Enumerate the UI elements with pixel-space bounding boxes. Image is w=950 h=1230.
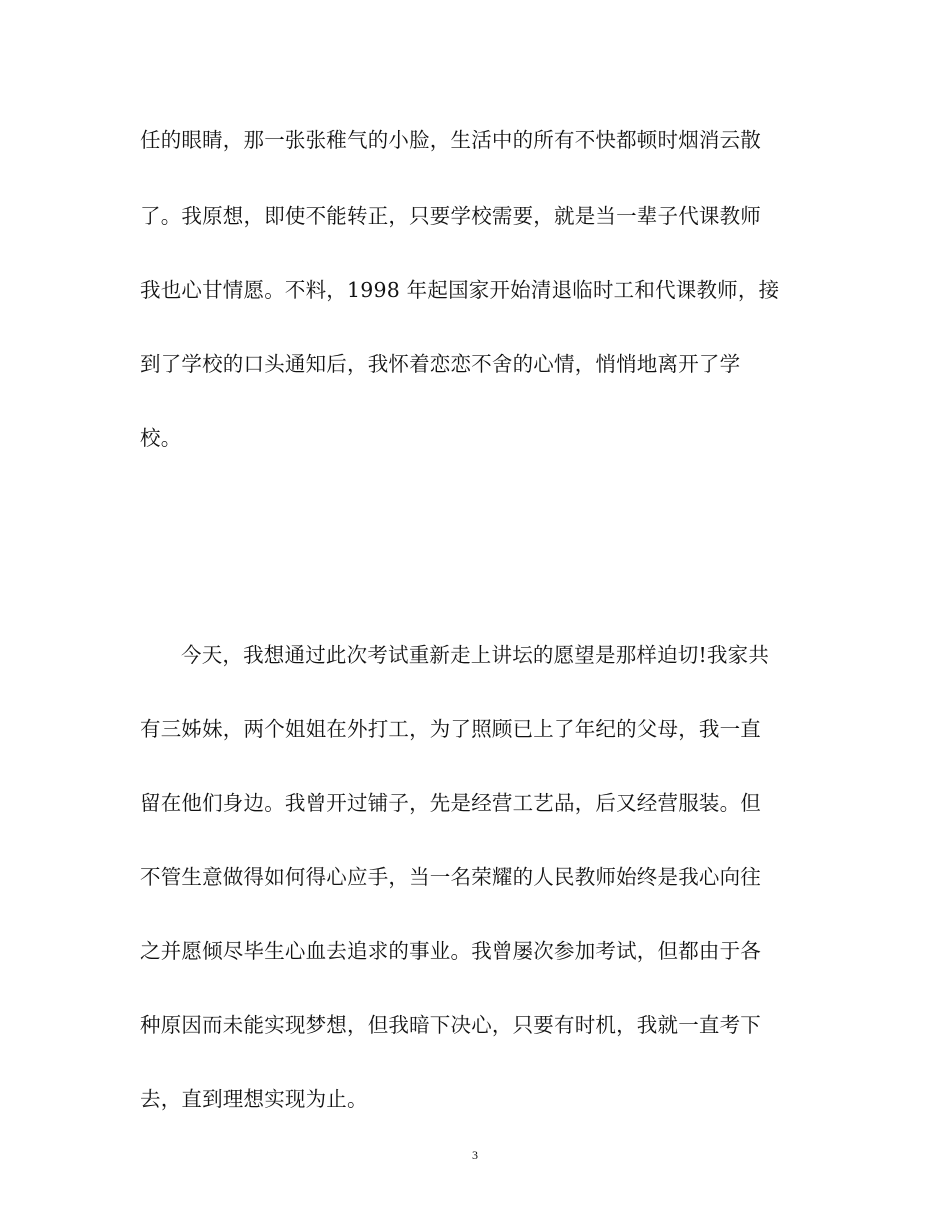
text-line: 我也心甘情愿。不料，1998 年起国家开始清退临时工和代课教师，接 [140,278,780,302]
text-line: 校。 [140,426,182,450]
text-line: 之并愿倾尽毕生心血去追求的事业。我曾屡次参加考试，但都由于各 [140,939,761,963]
text-line: 今天，我想通过此次考试重新走上讲坛的愿望是那样迫切!我家共 [181,643,770,667]
text-line: 任的眼睛，那一张张稚气的小脸，生活中的所有不快都顿时烟消云散 [140,128,761,152]
text-line: 不管生意做得如何得心应手，当一名荣耀的人民教师始终是我心向往 [140,865,761,889]
text-line: 了。我原想，即使不能转正，只要学校需要，就是当一辈子代课教师 [140,204,761,228]
text-line: 种原因而未能实现梦想，但我暗下决心，只要有时机，我就一直考下 [140,1013,761,1037]
text-line: 到了学校的口头通知后，我怀着恋恋不舍的心情，悄悄地离开了学 [140,352,741,376]
text-line: 有三姊妹，两个姐姐在外打工，为了照顾已上了年纪的父母，我一直 [140,717,761,741]
page-number: 3 [472,1148,478,1162]
text-line: 留在他们身边。我曾开过铺子，先是经营工艺品，后又经营服装。但 [140,791,761,815]
text-line: 去，直到理想实现为止。 [140,1087,368,1111]
